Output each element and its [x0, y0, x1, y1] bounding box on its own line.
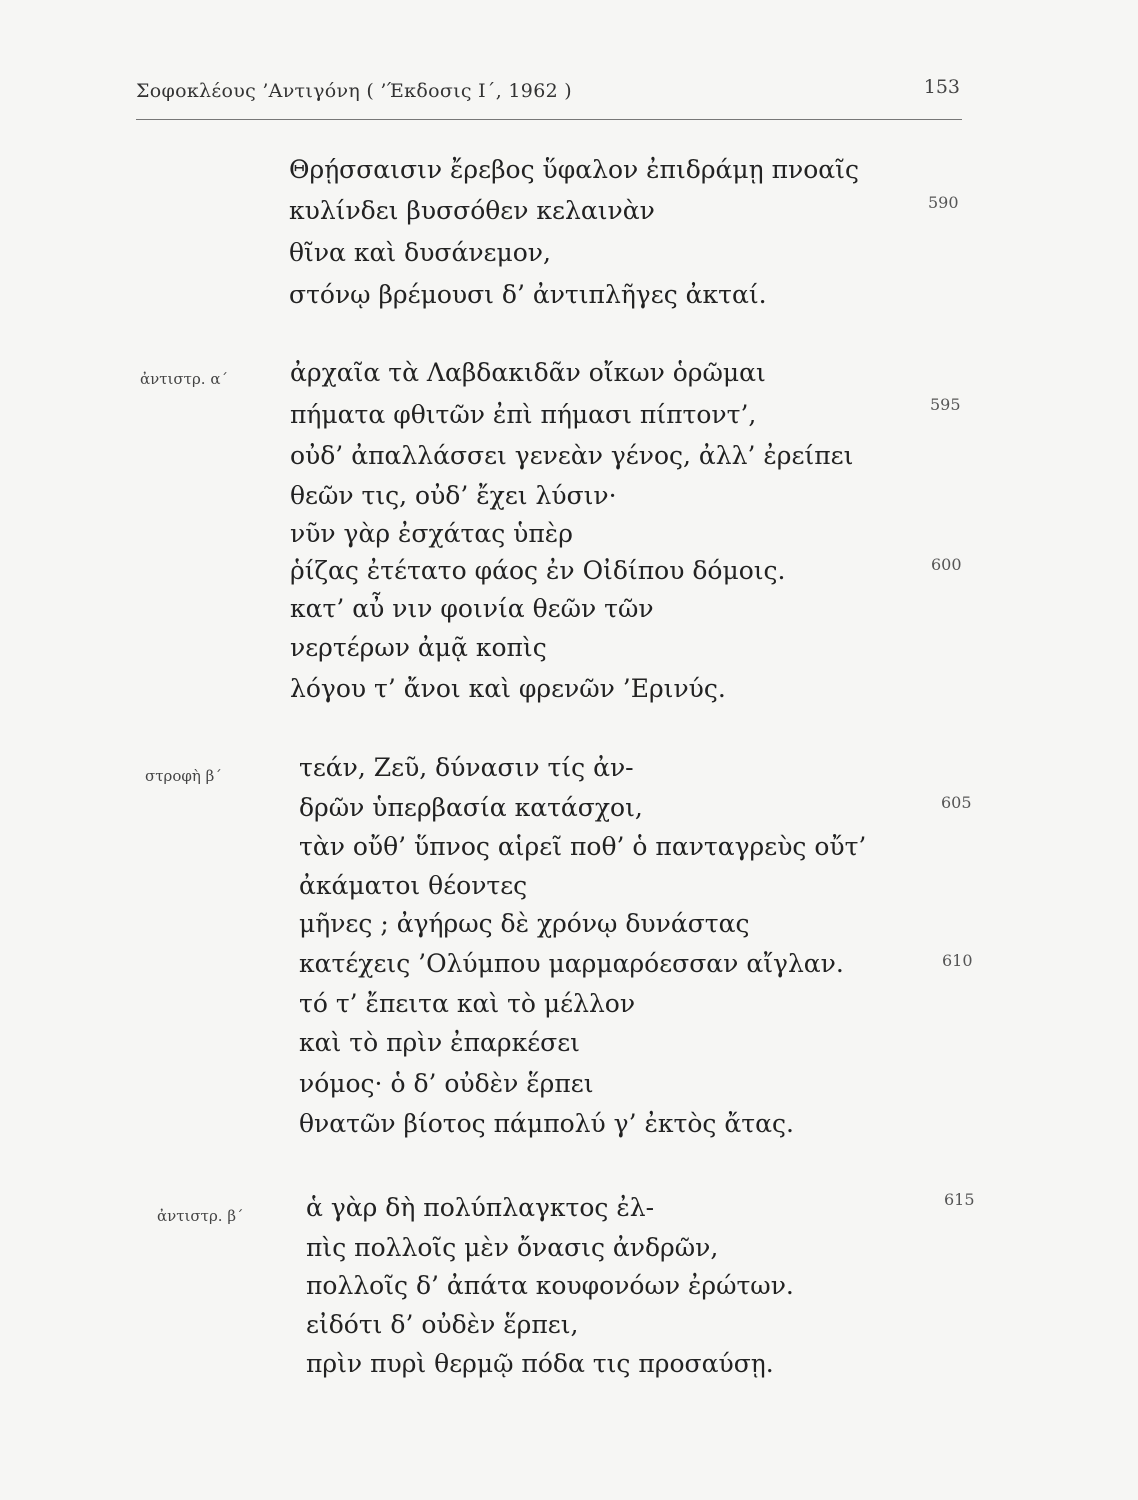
verse-line: νόμος· ὁ δ’ οὐδὲν ἕρπει	[299, 1069, 594, 1098]
verse-line: Θρῄσσαισιν ἔρεβος ὕφαλον ἐπιδράμῃ πνοαῖς	[289, 155, 859, 184]
verse-line: πήματα φθιτῶν ἐπὶ πήμασι πίπτοντ’,	[290, 400, 757, 429]
line-number: 590	[928, 193, 959, 212]
page-number: 153	[923, 76, 960, 98]
verse-line: θεῶν τις, οὐδ’ ἔχει λύσιν·	[290, 481, 617, 510]
verse-line: ῥίζας ἐτέτατο φάος ἐν Οἰδίπου δόμοις.	[290, 556, 786, 585]
section-label: στροφὴ β΄	[145, 767, 222, 785]
header-rule	[136, 119, 962, 120]
line-number: 600	[931, 555, 962, 574]
verse-line: θνατῶν βίοτος πάμπολύ γ’ ἐκτὸς ἄτας.	[299, 1109, 794, 1138]
verse-line: νῦν γὰρ ἐσχάτας ὑπὲρ	[290, 519, 573, 548]
verse-line: τεάν, Ζεῦ, δύνασιν τίς ἀν-	[299, 753, 634, 782]
verse-line: δρῶν ὑπερβασία κατάσχοι,	[299, 793, 643, 822]
verse-line: μῆνες ; ἀγήρως δὲ χρόνῳ δυνάστας	[299, 909, 750, 938]
line-number: 610	[942, 951, 973, 970]
verse-line: πολλοῖς δ’ ἀπάτα κουφονόων ἐρώτων.	[306, 1271, 794, 1300]
verse-line: ἀκάματοι θέοντες	[299, 871, 528, 900]
line-number: 595	[930, 395, 961, 414]
verse-line: οὐδ’ ἀπαλλάσσει γενεὰν γένος, ἀλλ’ ἐρείπει	[290, 441, 854, 470]
verse-line: τό τ’ ἔπειτα καὶ τὸ μέλλον	[299, 989, 636, 1018]
section-label: ἀντιστρ. α΄	[140, 370, 228, 388]
verse-line: νερτέρων ἀμᾷ κοπὶς	[290, 633, 547, 662]
verse-line: λόγου τ’ ἄνοι καὶ φρενῶν ’Ερινύς.	[290, 674, 726, 703]
line-number: 615	[944, 1190, 975, 1209]
verse-line: θῖνα καὶ δυσάνεμον,	[289, 238, 551, 267]
verse-line: στόνῳ βρέμουσι δ’ ἀντιπλῆγες ἀκταί.	[289, 280, 767, 309]
running-head: Σοφοκλέους ’Αντιγόνη ( ’Έκδοσις Ι΄, 1962 )	[136, 80, 573, 102]
verse-line: τὰν οὔθ’ ὕπνος αἱρεῖ ποθ’ ὁ πανταγρεὺς οὔτ’	[299, 832, 867, 861]
verse-line: καὶ τὸ πρὶν ἐπαρκέσει	[299, 1028, 580, 1057]
verse-line: ἀρχαῖα τὰ Λαβδακιδᾶν οἴκων ὁρῶμαι	[290, 358, 766, 387]
line-number: 605	[941, 793, 972, 812]
verse-line: πρὶν πυρὶ θερμῷ πόδα τις προσαύσῃ.	[306, 1349, 774, 1378]
verse-line: κυλίνδει βυσσόθεν κελαινὰν	[289, 196, 655, 225]
verse-line: εἰδότι δ’ οὐδὲν ἕρπει,	[306, 1310, 579, 1339]
section-label: ἀντιστρ. β΄	[157, 1207, 244, 1225]
verse-line: κατέχεις ’Ολύμπου μαρμαρόεσσαν αἴγλαν.	[299, 949, 844, 978]
verse-line: ἁ γὰρ δὴ πολύπλαγκτος ἐλ-	[306, 1193, 655, 1222]
page-header	[136, 76, 962, 116]
verse-line: κατ’ αὖ νιν φοινία θεῶν τῶν	[290, 594, 654, 623]
verse-line: πὶς πολλοῖς μὲν ὄνασις ἀνδρῶν,	[306, 1233, 719, 1262]
